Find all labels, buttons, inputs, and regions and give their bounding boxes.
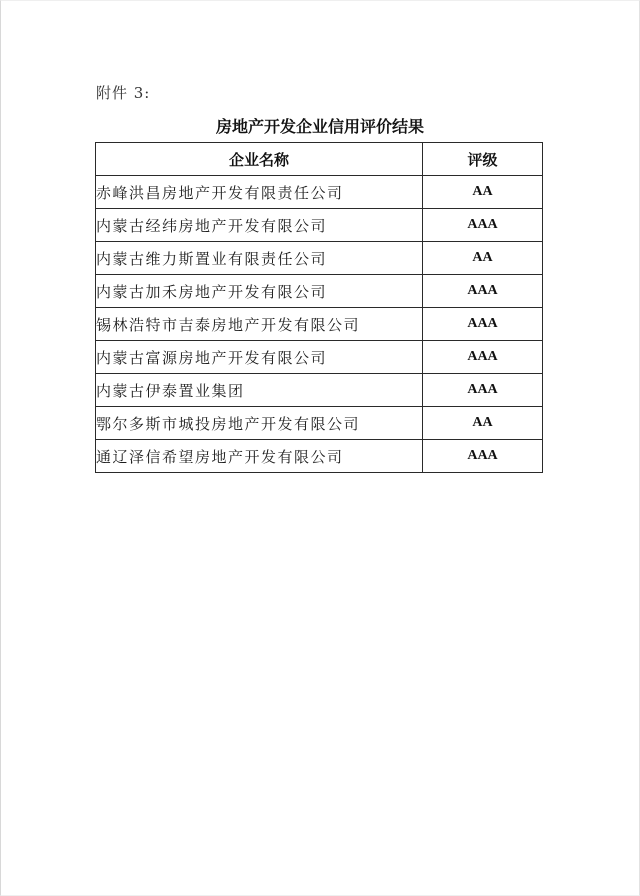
table-row (96, 242, 543, 275)
company-name-cell: 内蒙古维力斯置业有限责任公司 (96, 242, 423, 275)
table-row (96, 374, 543, 407)
grade-cell: AAA (423, 275, 543, 308)
table-row (96, 209, 543, 242)
table-row (96, 308, 543, 341)
table-row (96, 407, 543, 440)
table-row (96, 176, 543, 209)
company-name-cell: 内蒙古伊泰置业集团 (96, 374, 423, 407)
company-name-cell: 通辽泽信希望房地产开发有限公司 (96, 440, 423, 473)
credit-rating-table (95, 142, 543, 473)
company-name-cell: 赤峰洪昌房地产开发有限责任公司 (96, 176, 423, 209)
company-name-cell: 内蒙古加禾房地产开发有限公司 (96, 275, 423, 308)
grade-cell: AAA (423, 374, 543, 407)
grade-cell: AAA (423, 440, 543, 473)
attachment-label: 附件 3: (96, 84, 151, 102)
column-header-grade: 评级 (423, 143, 543, 176)
grade-cell: AAA (423, 341, 543, 374)
company-name-cell: 锡林浩特市吉泰房地产开发有限公司 (96, 308, 423, 341)
grade-cell: AAA (423, 209, 543, 242)
table-row (96, 440, 543, 473)
company-name-cell: 内蒙古富源房地产开发有限公司 (96, 341, 423, 374)
column-header-company: 企业名称 (96, 143, 423, 176)
table-row (96, 341, 543, 374)
company-name-cell: 鄂尔多斯市城投房地产开发有限公司 (96, 407, 423, 440)
table-header-row (96, 143, 543, 176)
grade-cell: AA (423, 407, 543, 440)
grade-cell: AA (423, 242, 543, 275)
company-name-cell: 内蒙古经纬房地产开发有限公司 (96, 209, 423, 242)
grade-cell: AAA (423, 308, 543, 341)
table-row (96, 275, 543, 308)
document-title: 房地产开发企业信用评价结果 (215, 117, 424, 136)
grade-cell: AA (423, 176, 543, 209)
